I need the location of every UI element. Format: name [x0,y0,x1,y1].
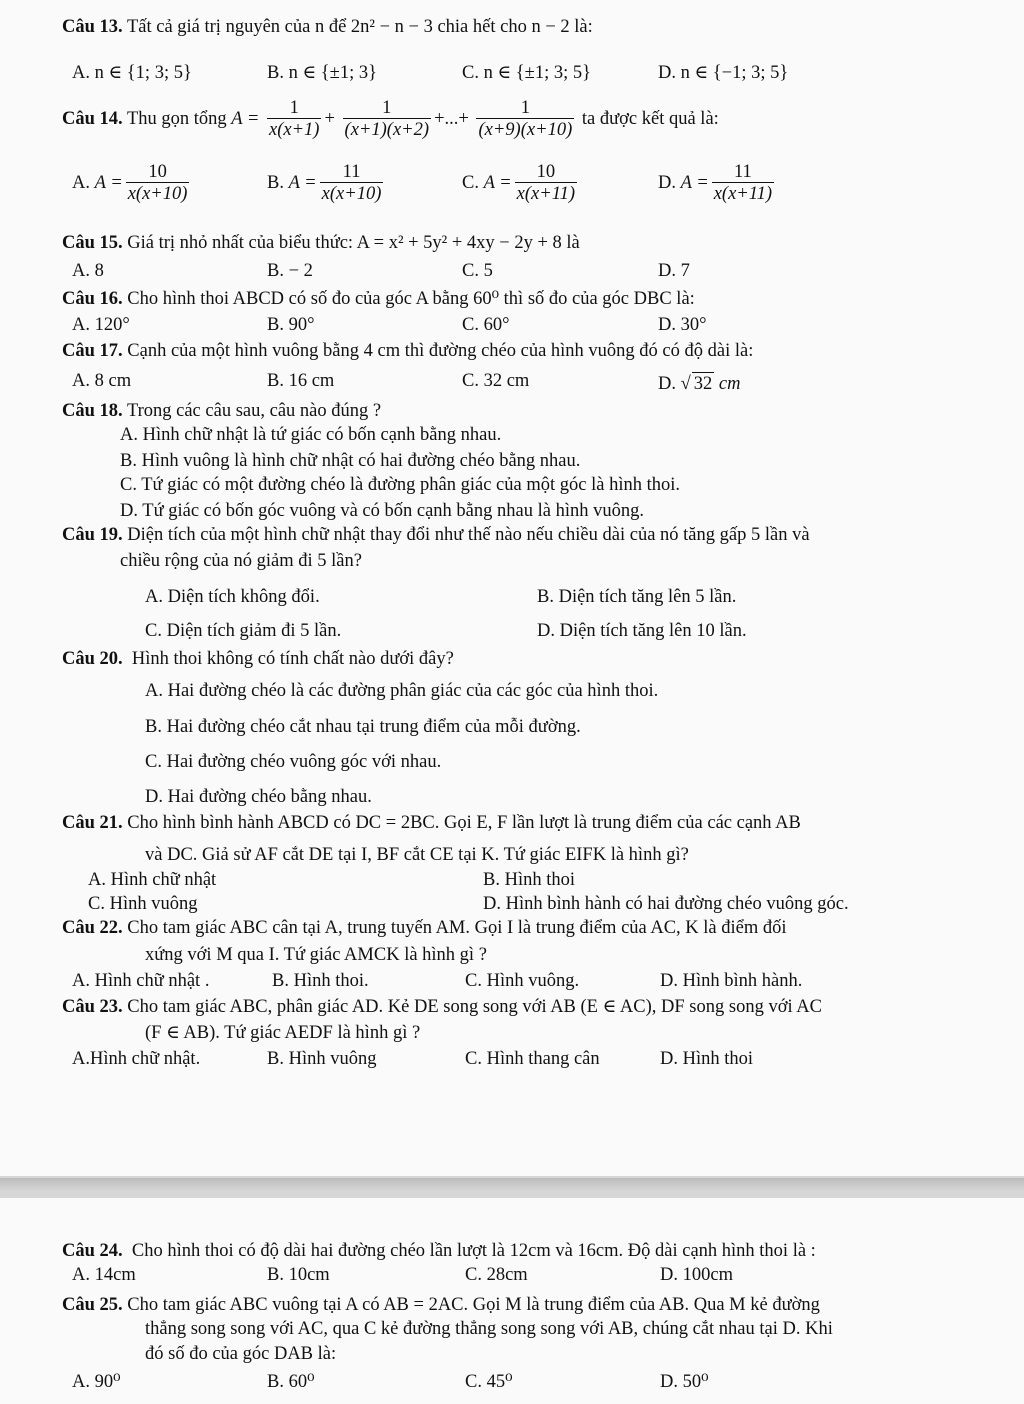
option-a[interactable]: A. Hình chữ nhật [88,870,217,890]
worksheet-page-2 [0,1198,1024,1404]
question-label: Câu 17. [62,341,123,361]
option-a[interactable]: A. 90⁰ [72,1372,121,1392]
option-b[interactable]: B. 16 cm [267,371,335,391]
question-18 [62,400,381,422]
option-b[interactable]: B. 60⁰ [267,1372,315,1392]
ellipsis: +...+ [434,108,469,129]
option-c[interactable]: C. 45⁰ [465,1372,513,1392]
option-d[interactable]: D. √ 32 cm [658,374,741,394]
option-b[interactable]: B. 90° [267,315,315,335]
option-d[interactable]: D. A = $\frac{11}{x(x+11)}$ [658,162,773,204]
fraction-term-3: $\frac{1}{(x+9)(x+10)}$ [478,98,573,140]
question-13 [62,16,593,38]
option-a[interactable]: A. Hình chữ nhật . [72,971,210,991]
question-text: Cho tam giác ABC vuông tại A có AB = 2AC. Gọi M là trung điểm của AB. Qua M kẻ đường [127,1295,820,1315]
question-25 [62,1294,820,1316]
option-d[interactable]: D. Diện tích tăng lên 10 lần. [537,621,747,641]
option-d[interactable]: D. Hình bình hành có hai đường chéo vuông góc. [483,894,849,914]
question-text-cont: và DC. Giả sử AF cắt DE tại I, BF cắt CE tại K. Tứ giác EIFK là hình gì? [145,845,689,865]
fraction-term-2: $\frac{1}{(x+1)(x+2)}$ [344,98,430,140]
question-24 [62,1240,816,1262]
option-c[interactable]: C. Tứ giác có một đường chéo là đường phân giác của một góc là hình thoi. [120,475,680,495]
question-21 [62,812,801,834]
question-label: Câu 20. [62,649,123,669]
option-d[interactable]: D. n ∈ {−1; 3; 5} [658,63,789,83]
question-text-cont: (F ∈ AB). Tứ giác AEDF là hình gì ? [145,1023,421,1043]
question-text: Giá trị nhỏ nhất của biểu thức: A = x² + 5y² + 4xy − 2y + 8 là [127,233,580,253]
question-label: Câu 14. [62,108,123,129]
option-c[interactable]: C. A = $\frac{10}{x(x+11)}$ [462,162,576,204]
question-text: Cho tam giác ABC, phân giác AD. Kẻ DE song song với AB (E ∈ AC), DF song song với AC [127,997,822,1017]
question-text: Trong các câu sau, câu nào đúng ? [126,401,382,421]
option-d[interactable]: D. 100cm [660,1265,733,1285]
option-b[interactable]: B. Hình thoi [483,870,575,890]
option-d[interactable]: D. 50⁰ [660,1372,709,1392]
option-d[interactable]: D. Hình thoi [660,1049,754,1069]
option-c[interactable]: C. Hình thang cân [465,1049,600,1069]
question-label: Câu 18. [62,401,123,421]
option-c[interactable]: C. Hình vuông [88,894,198,914]
option-a[interactable]: A. 8 [72,261,104,281]
option-c[interactable]: C. 28cm [465,1265,528,1285]
question-label: Câu 22. [62,918,123,938]
option-a[interactable]: A.Hình chữ nhật. [72,1049,201,1069]
question-label: Câu 24. [62,1241,123,1261]
question-16 [62,288,695,310]
question-17 [62,340,753,362]
option-a[interactable]: A. Hai đường chéo là các đường phân giác của các góc của hình thoi. [145,681,659,701]
plus-sign: + [324,108,335,129]
question-15 [62,232,580,254]
option-d[interactable]: D. Hình bình hành. [660,971,803,991]
question-prefix: Thu gọn tổng [126,108,227,129]
option-b[interactable]: B. Hình vuông [267,1049,377,1069]
option-c[interactable]: C. 60° [462,315,510,335]
option-b[interactable]: B. A = $\frac{11}{x(x+10)}$ [267,162,382,204]
question-20 [62,648,454,670]
option-d[interactable]: D. Tứ giác có bốn góc vuông và có bốn cạnh bằng nhau là hình vuông. [120,501,644,521]
question-text: Tất cả giá trị nguyên của n để 2n² − n − 3 chia hết cho n − 2 là: [126,17,593,37]
question-label: Câu 25. [62,1295,123,1315]
question-19 [62,524,810,546]
option-b[interactable]: B. n ∈ {±1; 3} [267,63,377,83]
option-a[interactable]: A. n ∈ {1; 3; 5} [72,63,192,83]
option-c[interactable]: C. Hai đường chéo vuông góc với nhau. [145,752,442,772]
option-b[interactable]: B. Hình vuông là hình chữ nhật có hai đường chéo bằng nhau. [120,451,581,471]
option-b[interactable]: B. Hai đường chéo cắt nhau tại trung điểm của mỗi đường. [145,717,581,737]
question-suffix: ta được kết quả là: [581,108,719,129]
question-text-cont-2: đó số đo của góc DAB là: [145,1344,337,1364]
option-a[interactable]: A. 120° [72,315,130,335]
question-14 [62,98,719,141]
question-text: Cho hình bình hành ABCD có DC = 2BC. Gọi E, F lần lượt là trung điểm của các cạnh AB [127,813,801,833]
option-b[interactable]: B. Hình thoi. [272,971,369,991]
question-label: Câu 13. [62,17,123,37]
option-b[interactable]: B. − 2 [267,261,313,281]
option-c[interactable]: C. 5 [462,261,493,281]
option-a[interactable]: A. Hình chữ nhật là tứ giác có bốn cạnh bằng nhau. [120,425,502,445]
question-text: Cho hình thoi ABCD có số đo của góc A bằng 60⁰ thì số đo của góc DBC là: [127,289,695,309]
question-label: Câu 19. [62,525,123,545]
question-label: Câu 16. [62,289,123,309]
question-text-cont: thẳng song song với AC, qua C kẻ đường thẳng song song với AB, chúng cắt nhau tại D. Khi [145,1319,833,1339]
question-text: Diện tích của một hình chữ nhật thay đổi như thế nào nếu chiều dài của nó tăng gấp 5 lần và [127,525,810,545]
question-text: Hình thoi không có tính chất nào dưới đây? [131,649,454,669]
option-d[interactable]: D. 7 [658,261,690,281]
question-label: Câu 23. [62,997,123,1017]
option-a[interactable]: A. 8 cm [72,371,132,391]
question-text: Cạnh của một hình vuông bằng 4 cm thì đường chéo của hình vuông đó có độ dài là: [127,341,754,361]
option-b[interactable]: B. Diện tích tăng lên 5 lần. [537,587,737,607]
option-d[interactable]: D. 30° [658,315,707,335]
option-a[interactable]: A. Diện tích không đổi. [145,587,320,607]
question-text: Cho tam giác ABC cân tại A, trung tuyến AM. Gọi I là trung điểm của AC, K là điểm đối [127,918,787,938]
sum-lhs: A = [231,108,260,129]
option-a[interactable]: A. A = $\frac{10}{x(x+10)}$ [72,162,188,204]
question-23 [62,996,822,1018]
question-text: Cho hình thoi có độ dài hai đường chéo lần lượt là 12cm và 16cm. Độ dài cạnh hình thoi là : [131,1241,816,1261]
question-label: Câu 21. [62,813,123,833]
fraction-term-1: $\frac{1}{x(x+1)}$ [268,98,320,140]
option-b[interactable]: B. 10cm [267,1265,330,1285]
option-d[interactable]: D. Hai đường chéo bằng nhau. [145,787,372,807]
option-a[interactable]: A. 14cm [72,1265,136,1285]
question-22 [62,917,787,939]
question-text-cont: chiều rộng của nó giảm đi 5 lần? [120,551,362,571]
question-text-cont: xứng với M qua I. Tứ giác AMCK là hình gì ? [145,945,487,965]
option-c[interactable]: C. Hình vuông. [465,971,580,991]
option-c[interactable]: C. Diện tích giảm đi 5 lần. [145,621,342,641]
page-divider [0,1178,1024,1192]
option-c[interactable]: C. n ∈ {±1; 3; 5} [462,63,591,83]
question-label: Câu 15. [62,233,123,253]
option-c[interactable]: C. 32 cm [462,371,530,391]
